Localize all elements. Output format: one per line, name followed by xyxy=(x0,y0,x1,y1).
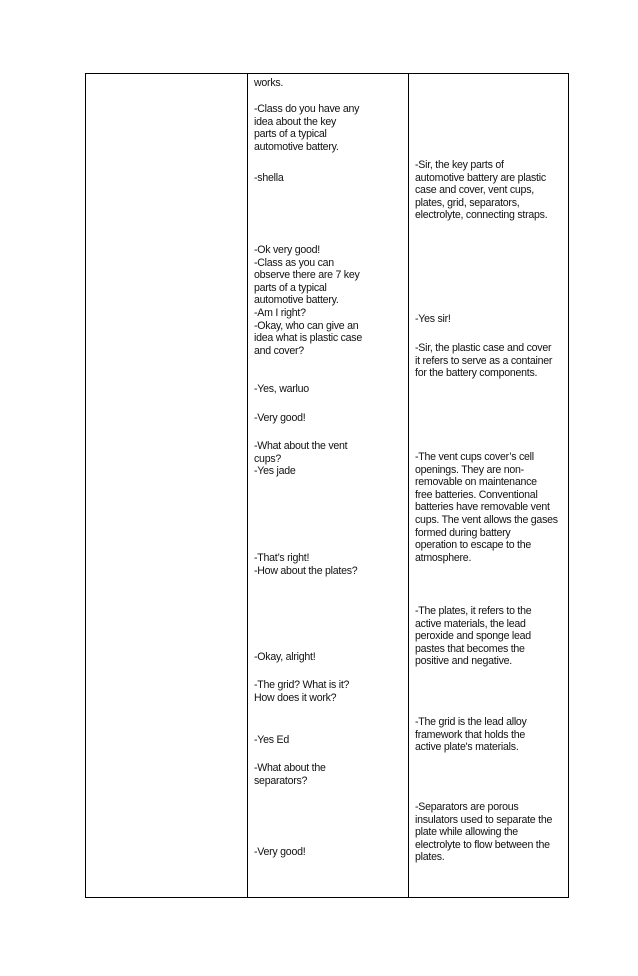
student-line: -Separators are porous insulators used to separate the plate while allowing the electrolyte to flow between the plates. xyxy=(415,801,553,864)
teacher-line: -shella xyxy=(254,172,284,184)
teacher-line: -Very good! xyxy=(254,412,306,424)
teacher-line: -Class do you have any idea about the key parts of a typical automotive battery. xyxy=(254,103,360,153)
column-divider-left xyxy=(247,73,248,898)
teacher-line: -Ok very good! -Class as you can observe there are 7 key parts of a typical automotive battery. -Am I right? -Okay, who can give an idea what is plastic case and cover? xyxy=(254,244,362,357)
student-line: -The vent cups cover’s cell openings. They are non- removable on maintenance free batteries. Conventional batteries have removable vent cups. The vent allows the gases formed during battery operation to escape to the atmosphere. xyxy=(415,451,558,564)
student-line: -The grid is the lead alloy framework that holds the active plate's materials. xyxy=(415,716,527,754)
student-line: -Sir, the plastic case and cover it refers to serve as a container for the battery components. xyxy=(415,342,553,380)
teacher-line: -The grid? What is it? How does it work? xyxy=(254,679,350,704)
column-divider-right xyxy=(408,73,409,898)
teacher-line: -What about the vent cups? -Yes jade xyxy=(254,440,348,478)
teacher-line: -Okay, alright! xyxy=(254,651,316,663)
teacher-line: works. xyxy=(254,77,284,89)
teacher-line: -That’s right! -How about the plates? xyxy=(254,552,358,577)
student-line: -Sir, the key parts of automotive battery are plastic case and cover, vent cups, plates, grid, separators, electrolyte, connecting straps. xyxy=(415,159,548,222)
student-line: -The plates, it refers to the active materials, the lead peroxide and sponge lead pastes that becomes the positive and negative. xyxy=(415,605,532,668)
student-line: -Yes sir! xyxy=(415,313,451,325)
teacher-line: -Very good! xyxy=(254,846,306,858)
teacher-line: -Yes, warluo xyxy=(254,383,309,395)
teacher-line: -What about the separators? xyxy=(254,762,326,787)
teacher-line: -Yes Ed xyxy=(254,734,289,746)
